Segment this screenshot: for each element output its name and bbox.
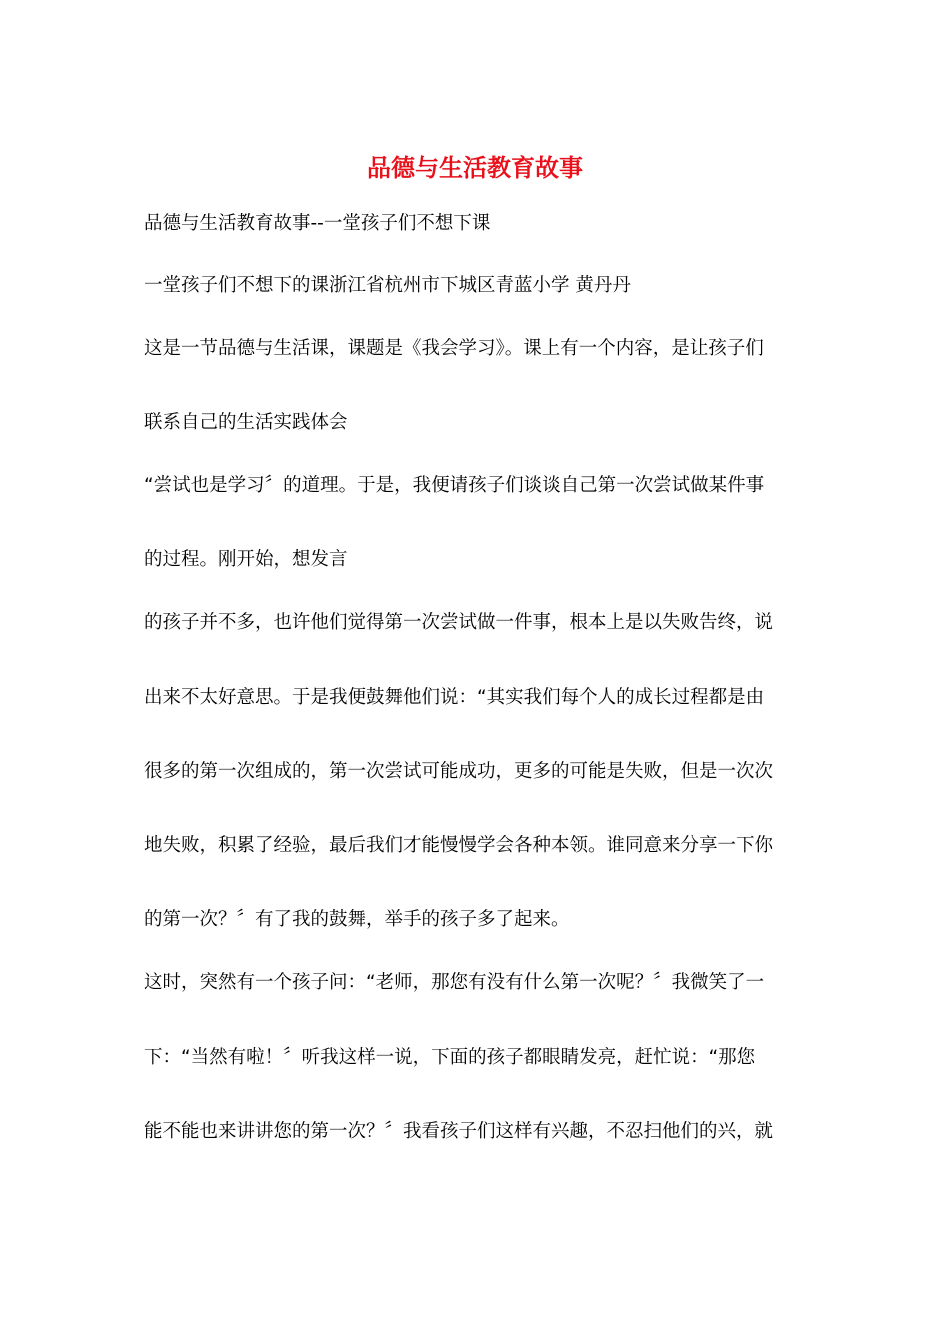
body-line: 的第一次？〞有了我的鼓舞，举手的孩子多了起来。 xyxy=(144,909,570,930)
body-line: 联系自己的生活实践体会 xyxy=(144,412,348,433)
body-line: 的过程。刚开始，想发言 xyxy=(144,549,348,570)
body-line: 出来不太好意思。于是我便鼓舞他们说：“其实我们每个人的成长过程都是由 xyxy=(144,687,765,708)
author-line: 一堂孩子们不想下的课浙江省杭州市下城区青蓝小学 黄丹丹 xyxy=(144,275,631,296)
document-title: 品德与生活教育故事 xyxy=(367,153,583,182)
body-line: 这时，突然有一个孩子问：“老师，那您有没有什么第一次呢？〞我微笑了一 xyxy=(144,972,765,993)
body-line: 下：“当然有啦！〞听我这样一说，下面的孩子都眼睛发亮，赶忙说：“那您 xyxy=(144,1047,756,1068)
body-line: 这是一节品德与生活课，课题是《我会学习》。课上有一个内容，是让孩子们 xyxy=(144,338,764,359)
body-line: “尝试也是学习〞的道理。于是，我便请孩子们谈谈自己第一次尝试做某件事 xyxy=(144,475,765,496)
body-line: 能不能也来讲讲您的第一次？〞我看孩子们这样有兴趣，不忍扫他们的兴，就 xyxy=(144,1121,774,1142)
body-line: 地失败，积累了经验，最后我们才能慢慢学会各种本领。谁同意来分享一下你 xyxy=(144,835,774,856)
subtitle-line: 品德与生活教育故事--一堂孩子们不想下课 xyxy=(144,213,491,234)
body-line: 很多的第一次组成的，第一次尝试可能成功，更多的可能是失败，但是一次次 xyxy=(144,761,774,782)
body-line: 的孩子并不多，也许他们觉得第一次尝试做一件事，根本上是以失败告终，说 xyxy=(144,612,774,633)
